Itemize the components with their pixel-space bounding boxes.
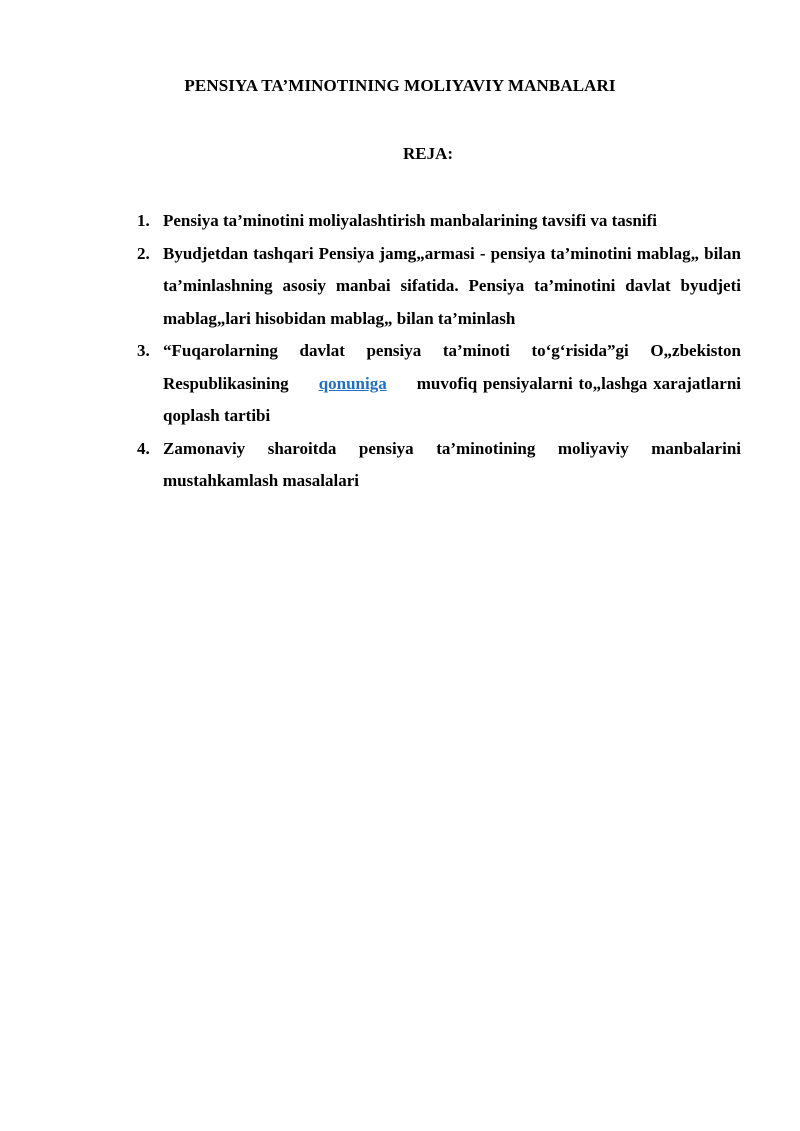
list-item-number: 2. (137, 243, 150, 263)
list-item (137, 433, 741, 498)
list-item-text-after: muvofiq pensiyalarni to„lashga xarajatlarni qoplash tartibi (163, 373, 741, 425)
document-title: PENSIYA TA’MINOTINING MOLIYAVIY MANBALARI (184, 76, 616, 95)
list-item-number: 3. (137, 341, 150, 360)
list-item-text: Byudjetdan tashqari Pensiya jamg„armasi - pensiya ta’minotini mablag„ bilan ta’minlashning asosiy manbai sifatida. Pensiya ta’minotini davlat byudjeti mablag„lari hisobidan mablag„ bilan ta’minlash (163, 243, 741, 328)
plan-list (137, 205, 741, 498)
list-item (137, 205, 741, 238)
list-item (137, 335, 741, 433)
plan-heading: REJA: (402, 144, 454, 163)
list-item (137, 238, 741, 336)
list-item-number: 4. (137, 438, 150, 458)
law-link[interactable]: qonuniga (318, 373, 387, 393)
list-item-number: 1. (137, 211, 150, 230)
list-item-text: Pensiya ta’minotini moliyalashtirish manbalarining tavsifi va tasnifi (163, 211, 657, 230)
list-item-text-before: “Fuqarolarning davlat pensiya ta’minoti to‘g‘risida”gi O„zbekiston Respublikasining (163, 341, 741, 393)
list-item-text: Zamonaviy sharoitda pensiya ta’minotining moliyaviy manbalarini mustahkamlash masalalari (163, 438, 741, 490)
